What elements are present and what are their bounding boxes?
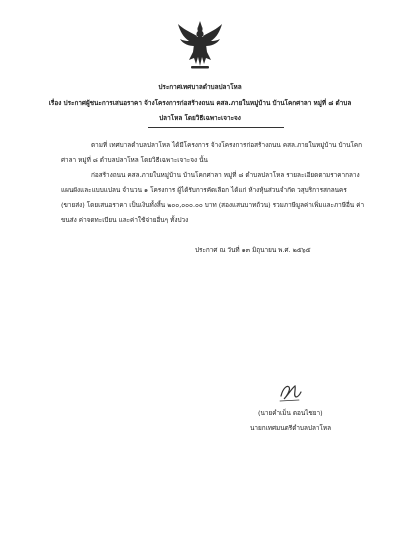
subject-line-1: เรื่อง ประกาศผู้ชนะการเสนอราคา จ้างโครงการก่อสร้างถนน คสล.ภายในหมู่บ้าน บ้านโคกศาลา หมู่ที่ ๘ ตำบล	[48, 99, 352, 107]
paragraph-2-line-3: (ขายส่ง) โดยเสนอราคา เป็นเงินทั้งสิ้น ๒๐๐,๐๐๐.๐๐ บาท (สองแสนบาทถ้วน) รวมภาษีมูลค่าเพิ่มและภาษีอื่น ค่า	[61, 201, 365, 209]
subject-line-2: ปลาโหล โดยวิธีเฉพาะเจาะจง	[159, 114, 241, 122]
date-line: ประกาศ ณ วันที่ ๑๓ มิถุนายน พ.ศ. ๒๕๖๕	[195, 246, 311, 254]
paragraph-2-line-4: ขนส่ง ค่าจดทะเบียน และค่าใช้จ่ายอื่นๆ ทั้งปวง	[61, 216, 189, 224]
divider-line	[148, 127, 284, 128]
paragraph-1-line-1: ตามที่ เทศบาลตำบลปลาโหล ได้มีโครงการ จ้างโครงการก่อสร้างถนน คสล.ภายในหมู่บ้าน บ้านโคก	[91, 141, 363, 149]
signatory-position: นายกเทศมนตรีตำบลปลาโหล	[250, 424, 332, 432]
signature-mark	[278, 382, 302, 404]
paragraph-2-line-1: ก่อสร้างถนน คสล.ภายในหมู่บ้าน บ้านโคกศาลา หมู่ที่ ๘ ตำบลปลาโหล รายละเอียดตามราคากลาง	[91, 171, 360, 179]
garuda-emblem	[177, 20, 223, 70]
signatory-name: (นายคำเม็น ดอนไชยา)	[258, 409, 323, 417]
paragraph-2-line-2: แผนผังและแบบแปลน จำนวน ๑ โครงการ ผู้ได้รับการคัดเลือก ได้แก่ ห้างหุ้นส่วนจำกัด วสุบริการสกลนคร	[61, 186, 347, 194]
paragraph-1-line-2: ศาลา หมู่ที่ ๘ ตำบลปลาโหล โดยวิธีเฉพาะเจาะจง นั้น	[61, 156, 208, 164]
org-heading: ประกาศเทศบาลตำบลปลาโหล	[158, 83, 242, 91]
